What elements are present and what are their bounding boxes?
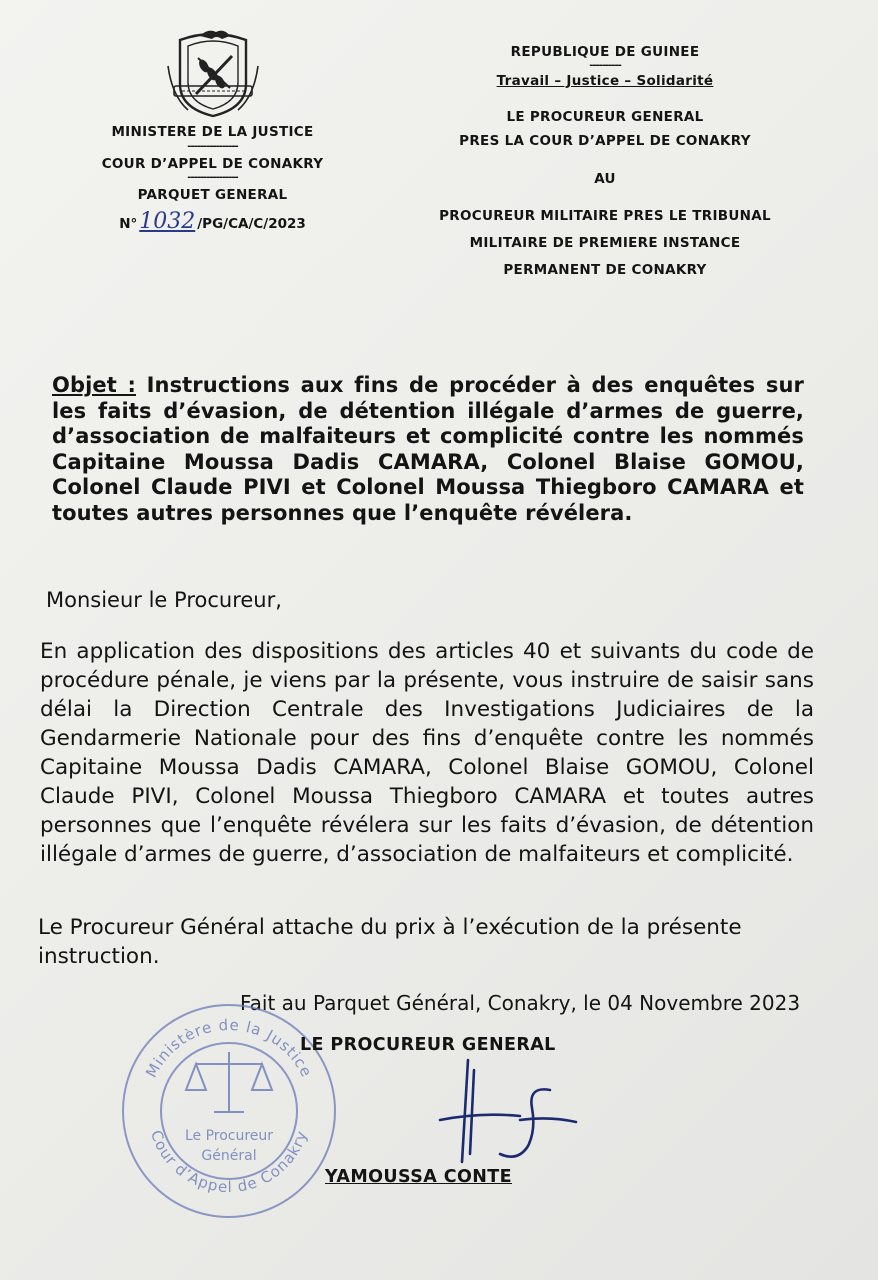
body-paragraph: En application des dispositions des articles 40 et suivants du code de procédure pénale, je viens par la présente, vous instruire de saisir sans délai la Direction Centrale des Investigations Judiciaires de la Gendarmerie Nationale pour des fins d’enquête contre les nommés Capitaine Moussa Dadis CAMARA, Colonel Blaise GOMOU, Colonel Claude PIVI, Colonel Moussa Thiegboro CAMARA et toutes autres personnes que l’enquête révélera sur les faits d’évasion, de détention illégale d’armes de guerre, d’association de malfaiteurs et complicité. xyxy=(40,639,814,867)
scales-of-justice-icon xyxy=(186,1052,272,1112)
reference-suffix: /PG/CA/C/2023 xyxy=(197,215,306,232)
country-name: REPUBLIQUE DE GUINEE xyxy=(510,44,700,60)
subject-text: Instructions aux fins de procéder à des enquêtes sur les faits d’évasion, de détention illégale d’armes de guerre, d’association de malfaiteurs et complicité contre les nommés Capitaine Moussa Dadis CAMARA, Colonel Blaise GOMOU, Colonel Claude PIVI et Colonel Moussa Thiegboro CAMARA et toutes autres personnes que l’enquête révélera. xyxy=(52,373,804,525)
left-header xyxy=(70,26,355,233)
signatory-title: LE PROCUREUR GENERAL xyxy=(300,1035,556,1055)
coat-of-arms-icon xyxy=(158,26,268,118)
stamp-center-line-1: Le Procureur xyxy=(184,1128,274,1144)
ministry-name: MINISTERE DE LA JUSTICE xyxy=(111,124,314,140)
reference-handwritten-number: 1032 xyxy=(139,208,196,234)
parquet-name: PARQUET GENERAL xyxy=(137,187,288,203)
address-to: AU xyxy=(594,171,616,187)
national-motto: Travail – Justice – Solidarité xyxy=(496,73,714,89)
separator: ---------------- xyxy=(187,172,238,183)
reference-prefix: N° xyxy=(119,215,138,232)
sender-line-1: LE PROCUREUR GENERAL xyxy=(506,109,704,125)
stamp-center-line-2: Général xyxy=(201,1148,257,1164)
court-name: COUR D’APPEL DE CONAKRY xyxy=(101,155,324,172)
signatory-name: YAMOUSSA CONTE xyxy=(325,1167,512,1187)
closing-paragraph: Le Procureur Général attache du prix à l’exécution de la présente instruction. xyxy=(38,915,742,969)
separator: ---------------- xyxy=(187,140,238,152)
separator: ---------- xyxy=(589,60,621,71)
official-stamp xyxy=(118,1000,340,1222)
subject-label: Objet : xyxy=(52,373,136,397)
reference-number xyxy=(70,208,355,234)
stamp-outer-bottom-text: Cour d’Appel de Conakry xyxy=(146,1127,312,1197)
stamp-outer-top-text: Ministère de la Justice xyxy=(142,1015,316,1081)
recipient-line-3: PERMANENT DE CONAKRY xyxy=(503,262,707,278)
handwritten-signature xyxy=(400,1050,590,1170)
sender-line-2: PRES LA COUR D’APPEL DE CONAKRY xyxy=(459,133,751,149)
recipient-line-1: PROCUREUR MILITAIRE PRES LE TRIBUNAL xyxy=(439,208,771,224)
right-header xyxy=(385,44,825,278)
place-date: Fait au Parquet Général, Conakry, le 04 Novembre 2023 xyxy=(240,991,801,1015)
salutation: Monsieur le Procureur, xyxy=(46,588,282,612)
subject-block xyxy=(52,373,804,526)
recipient-line-2: MILITAIRE DE PREMIERE INSTANCE xyxy=(469,235,741,251)
